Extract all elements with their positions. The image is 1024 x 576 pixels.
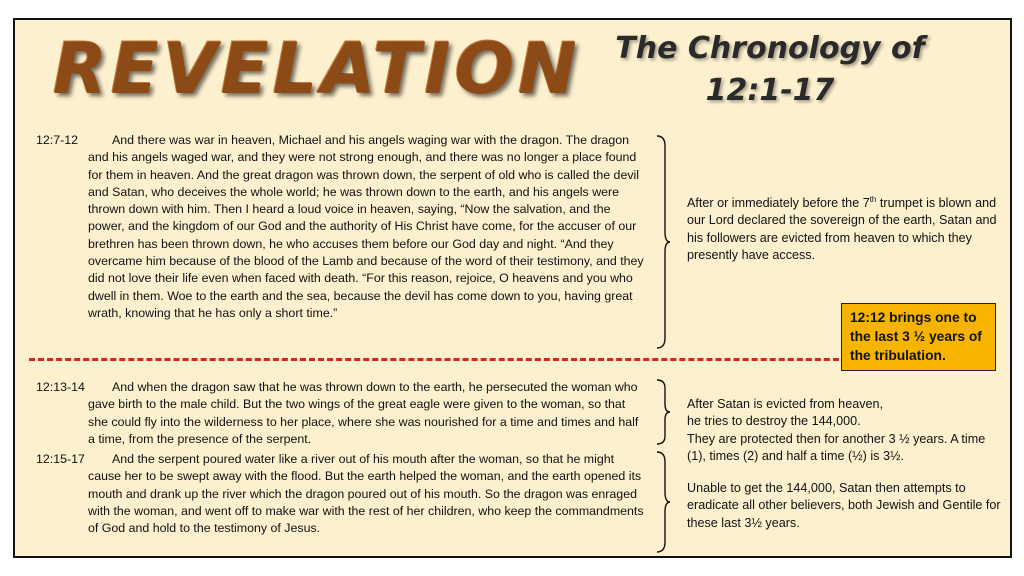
passage-text: And when the dragon saw that he was thrown down to the earth, he persecuted the woman who gave birth to the male child. But the two wings of the great eagle were given to the woman, so that she could fly into the wilderness to her place, where she was nourished for a time and times and half a time, from the presence of the serpent.: [88, 380, 639, 446]
passage-text: And there was war in heaven, Michael and his angels waging war with the dragon. The dragon and his angels waged war, and they were not strong enough, and there was no longer a place found for them in heaven. And the great dragon was thrown down, the serpent of old who is called the devil and Satan, who deceives the whole world; he was thrown down to the earth, and his angels were thrown down with him. Then I heard a loud voice in heaven, saying, “Now the salvation, and the power, and the kingdom of our God and the authority of His Christ have come, for the accuser of our brethren has been thrown down, he who accuses them before our God day and night. “And they overcame him because of the blood of the Lamb and because of the word of their testimony, and they did not love their life even when faced with death. “For this reason, rejoice, O heavens and you who dwell in them. Woe to the earth and the sea, because the devil has come down to you, having great wrath, knowing that he has only a short time.”: [88, 133, 644, 320]
passage-12-13-14: [36, 379, 646, 448]
passage-ref: 12:15-17: [36, 452, 85, 466]
note-eviction-sup: th: [869, 195, 877, 204]
note-eviction-text-a: After or immediately before the 7: [687, 196, 870, 211]
brace-icon: [655, 450, 671, 554]
passage-12-7-12: [36, 132, 646, 322]
passage-ref: 12:7-12: [36, 133, 79, 147]
subtitle-line-2: 12:1-17: [705, 73, 835, 108]
note-believers: Unable to get the 144,000, Satan then attempts to eradicate all other believers, both Jewish and Gentile for these last 3½ years.: [687, 481, 1001, 530]
brace-icon: [655, 378, 671, 446]
note-144000-line-1: After Satan is evicted from heaven,: [687, 397, 884, 411]
note-144000-line-2: he tries to destroy the 144,000.: [687, 414, 861, 429]
note-eviction-text-b: trumpet is blown and our Lord declared the sovereign of the earth, Satan and his followers are evicted from heaven to which they presently have access.: [687, 196, 997, 263]
subtitle: [600, 28, 940, 112]
note-144000-line-3: They are protected then for another 3 ½ years. A time (1), times (2) and half a time (½) is 3½.: [687, 431, 986, 463]
callout-box: 12:12 brings one to the last 3 ½ years of the tribulation.: [841, 303, 996, 371]
page-title: REVELATION: [53, 28, 581, 110]
slide: [13, 18, 1012, 558]
passage-ref: 12:13-14: [36, 380, 85, 394]
divider-line: [29, 358, 857, 361]
passage-12-15-17: [36, 451, 646, 537]
note-eviction: [687, 191, 997, 264]
note-144000: [687, 396, 1002, 465]
subtitle-line-1: The Chronology of: [615, 31, 925, 66]
passage-text: And the serpent poured water like a river out of his mouth after the woman, so that he might cause her to be swept away with the flood. But the earth helped the woman, and the earth opened its mouth and drank up the river which the dragon poured out of his mouth. So the dragon was enraged with the woman, and went off to make war with the rest of her children, who keep the commandments of God and hold to the testimony of Jesus.: [88, 452, 644, 536]
brace-icon: [655, 134, 671, 350]
